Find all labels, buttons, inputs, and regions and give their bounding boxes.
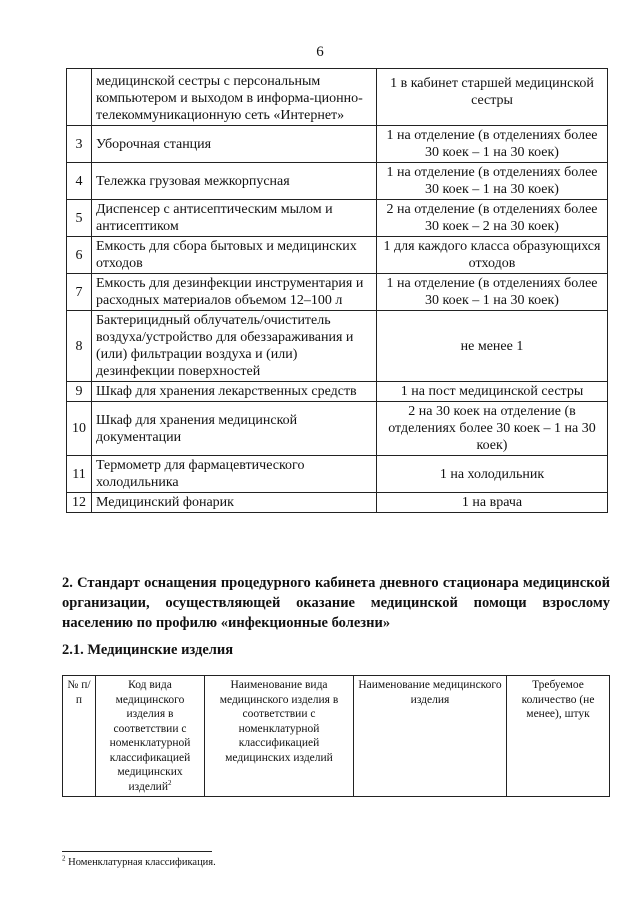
row-number: 10: [67, 402, 92, 456]
equipment-name: Шкаф для хранения лекарственных средств: [92, 382, 377, 402]
section-2-heading: 2. Стандарт оснащения процедурного кабинета дневного стационара медицинской организации, осуществляющей оказание медицинской помощи взрослому населению по профилю «инфекционные болезни»: [62, 575, 610, 631]
row-number: 12: [67, 493, 92, 513]
header-text: Наименование вида медицинского изделия в соответствии с номенклатурной классификацией медицинских изделий: [219, 679, 339, 764]
equipment-quantity: не менее 1: [377, 311, 608, 382]
header-text: № п/п: [67, 679, 91, 706]
table-row: [67, 163, 608, 200]
row-number: 5: [67, 200, 92, 237]
row-number: 7: [67, 274, 92, 311]
footnote: [62, 854, 216, 868]
row-number: 3: [67, 126, 92, 163]
equipment-quantity: 2 на отделение (в отделениях более 30 коек – 2 на 30 коек): [377, 200, 608, 237]
table-row: [67, 126, 608, 163]
table-row: [67, 274, 608, 311]
table-row: [67, 237, 608, 274]
equipment-quantity: 1 на отделение (в отделениях более 30 коек – 1 на 30 коек): [377, 274, 608, 311]
page-number: 6: [316, 44, 324, 60]
equipment-quantity: 2 на 30 коек на отделение (в отделениях более 30 коек – 1 на 30 коек): [377, 402, 608, 456]
equipment-name: Шкаф для хранения медицинской документации: [92, 402, 377, 456]
equipment-quantity: 1 на врача: [377, 493, 608, 513]
column-header-quantity: [507, 676, 610, 797]
table-row: [67, 402, 608, 456]
equipment-name: Емкость для сбора бытовых и медицинских отходов: [92, 237, 377, 274]
footnote-marker: 2: [168, 778, 172, 787]
table-row: [67, 382, 608, 402]
table-row: [67, 311, 608, 382]
header-text: Код вида медицинского изделия в соответствии с номенклатурной классификацией медицинских изделий: [109, 679, 191, 793]
table-row: [67, 69, 608, 126]
equipment-quantity: 1 на пост медицинской сестры: [377, 382, 608, 402]
equipment-quantity: 1 для каждого класса образующихся отходов: [377, 237, 608, 274]
equipment-quantity: 1 на отделение (в отделениях более 30 коек – 1 на 30 коек): [377, 126, 608, 163]
medical-devices-table: [62, 675, 610, 797]
row-number: [67, 69, 92, 126]
equipment-name: Термометр для фармацевтического холодильника: [92, 456, 377, 493]
equipment-quantity: 1 на отделение (в отделениях более 30 коек – 1 на 30 коек): [377, 163, 608, 200]
column-header-code: [96, 676, 205, 797]
equipment-name: Тележка грузовая межкорпусная: [92, 163, 377, 200]
table-row: [67, 456, 608, 493]
row-number: 9: [67, 382, 92, 402]
row-number: 11: [67, 456, 92, 493]
equipment-name: Емкость для дезинфекции инструментария и расходных материалов объемом 12–100 л: [92, 274, 377, 311]
row-number: 8: [67, 311, 92, 382]
equipment-name: Бактерицидный облучатель/очиститель воздуха/устройство для обеззараживания и (или) фильтрации воздуха и (или) дезинфекции поверхностей: [92, 311, 377, 382]
footnote-text: Номенклатурная классификация.: [68, 857, 216, 868]
equipment-quantity: 1 в кабинет старшей медицинской сестры: [377, 69, 608, 126]
equipment-name: Медицинский фонарик: [92, 493, 377, 513]
footnote-divider: [62, 851, 212, 852]
column-header-device-name: [354, 676, 507, 797]
header-text: Требуемое количество (не менее), штук: [521, 679, 595, 720]
row-number: 6: [67, 237, 92, 274]
equipment-name: медицинской сестры с персональным компьютером и выходом в информа-ционно-телекоммуникационную сеть «Интернет»: [92, 69, 377, 126]
header-text: Наименование медицинского изделия: [358, 679, 502, 706]
row-number: 4: [67, 163, 92, 200]
column-header-number: [63, 676, 96, 797]
header-row: [63, 676, 610, 797]
equipment-name: Диспенсер с антисептическим мылом и антисептиком: [92, 200, 377, 237]
equipment-table: [66, 68, 608, 513]
table-row: [67, 493, 608, 513]
footnote-number: 2: [62, 854, 66, 863]
subsection-2-1-heading: 2.1. Медицинские изделия: [62, 642, 234, 658]
table-row: [67, 200, 608, 237]
column-header-kind-name: [205, 676, 354, 797]
equipment-name: Уборочная станция: [92, 126, 377, 163]
equipment-quantity: 1 на холодильник: [377, 456, 608, 493]
